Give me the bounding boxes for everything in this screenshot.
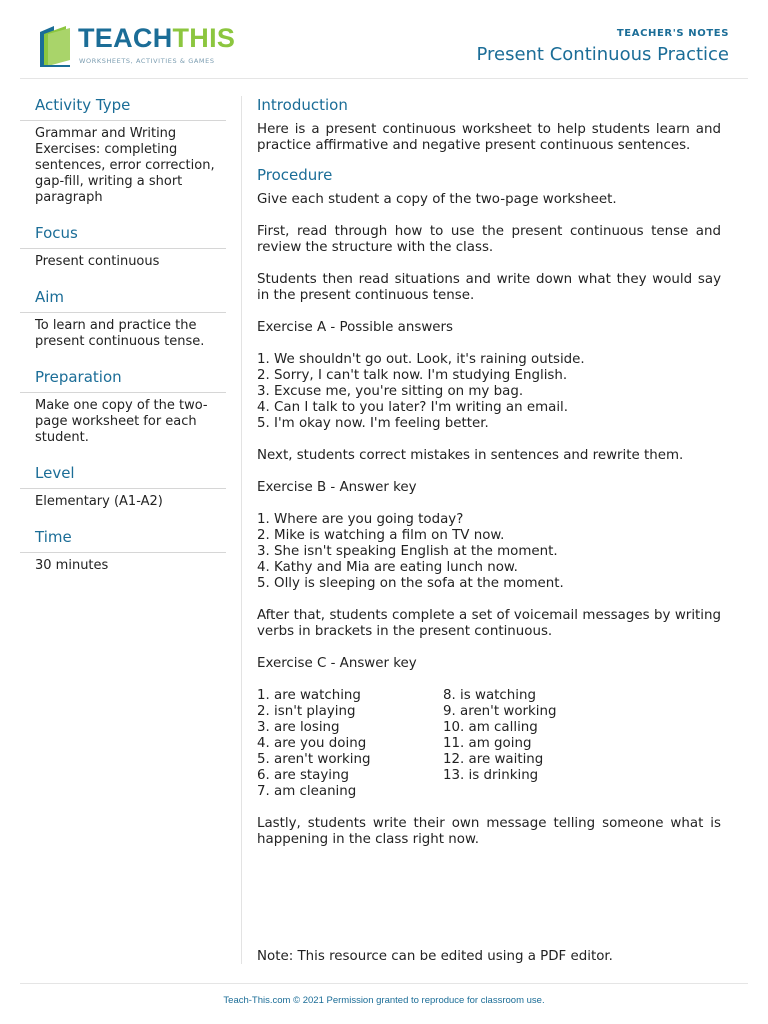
answer-line: 1. are watching xyxy=(257,688,361,703)
teachers-notes-label: TEACHER'S NOTES xyxy=(616,28,729,39)
editor-note: Note: This resource can be edited using a PDF editor. xyxy=(257,949,613,964)
sidebar-body: Grammar and Writing Exercises: completing sentences, error correction, gap-fill, writing a short paragraph xyxy=(35,126,215,205)
answer-line: 10. am calling xyxy=(443,720,538,735)
sidebar-section-focus xyxy=(20,222,226,270)
sidebar-body: Make one copy of the two-page worksheet for each student. xyxy=(35,398,208,445)
answer-line: 2. isn't playing xyxy=(257,704,356,719)
sidebar-body: Elementary (A1-A2) xyxy=(35,494,163,509)
answer-line: 2. Sorry, I can't talk now. I'm studying English. xyxy=(257,368,568,383)
procedure-paragraph: Students then read situations and write down what they would say in the present continuous tense. xyxy=(257,272,721,303)
procedure-paragraph: First, read through how to use the present continuous tense and review the structure with the class. xyxy=(257,224,721,255)
sidebar-heading: Preparation xyxy=(20,366,226,393)
exercise-c-title: Exercise C - Answer key xyxy=(257,656,417,671)
answer-line: 5. aren't working xyxy=(257,752,371,767)
exercise-a-answers xyxy=(257,352,721,432)
answer-line: 4. Kathy and Mia are eating lunch now. xyxy=(257,560,518,575)
header-divider xyxy=(20,78,748,79)
answer-line: 3. She isn't speaking English at the moment. xyxy=(257,544,558,559)
answer-line: 11. am going xyxy=(443,736,532,751)
exercise-a-title: Exercise A - Possible answers xyxy=(257,320,454,335)
sidebar-heading: Activity Type xyxy=(20,94,226,121)
answer-line: 9. aren't working xyxy=(443,704,557,719)
answer-line: 12. are waiting xyxy=(443,752,544,767)
sidebar-heading: Time xyxy=(20,526,226,553)
exercise-b-answers xyxy=(257,512,721,592)
logo-tagline: WORKSHEETS, ACTIVITIES & GAMES xyxy=(79,57,215,65)
sidebar-section-activity-type xyxy=(20,94,226,206)
logo-word-this: THIS xyxy=(172,23,236,53)
answer-line: 6. are staying xyxy=(257,768,350,783)
sidebar-section-level xyxy=(20,462,226,510)
procedure-paragraph: Lastly, students write their own message telling someone what is happening in the class right now. xyxy=(257,816,721,847)
sidebar-section-preparation xyxy=(20,366,226,446)
answer-line: 7. am cleaning xyxy=(257,784,357,799)
sidebar-body: Present continuous xyxy=(35,254,160,269)
answer-line: 8. is watching xyxy=(443,688,536,703)
logo-wordmark xyxy=(78,23,235,54)
sidebar xyxy=(20,94,226,590)
answer-line: 1. We shouldn't go out. Look, it's raining outside. xyxy=(257,352,585,367)
answer-line: 3. are losing xyxy=(257,720,340,735)
exercise-c-answers xyxy=(257,688,721,800)
logo-word-teach: TEACH xyxy=(78,23,173,53)
answer-line: 4. are you doing xyxy=(257,736,367,751)
answer-line: 2. Mike is watching a film on TV now. xyxy=(257,528,505,543)
sidebar-heading: Focus xyxy=(20,222,226,249)
sidebar-body: To learn and practice the present continuous tense. xyxy=(35,318,205,349)
procedure-paragraph: Next, students correct mistakes in sentences and rewrite them. xyxy=(257,448,684,463)
answer-line: 4. Can I talk to you later? I'm writing an email. xyxy=(257,400,569,415)
exercise-c-column-1 xyxy=(257,688,443,800)
main-content xyxy=(257,94,721,864)
exercise-b-title: Exercise B - Answer key xyxy=(257,480,417,495)
sidebar-heading: Aim xyxy=(20,286,226,313)
answer-line: 5. Olly is sleeping on the sofa at the moment. xyxy=(257,576,564,591)
column-divider xyxy=(241,96,242,964)
footer-copyright: Teach-This.com © 2021 Permission granted to reproduce for classroom use. xyxy=(223,995,545,1006)
procedure-paragraph: After that, students complete a set of voicemail messages by writing verbs in brackets in the present continuous. xyxy=(257,608,721,639)
introduction-text: Here is a present continuous worksheet to help students learn and practice affirmative and negative present continuous sentences. xyxy=(257,122,721,153)
footer-divider xyxy=(20,983,748,984)
answer-line: 1. Where are you going today? xyxy=(257,512,464,527)
answer-line: 3. Excuse me, you're sitting on my bag. xyxy=(257,384,524,399)
sidebar-body: 30 minutes xyxy=(35,558,109,573)
answer-line: 5. I'm okay now. I'm feeling better. xyxy=(257,416,489,431)
sidebar-section-aim xyxy=(20,286,226,350)
procedure-heading: Procedure xyxy=(257,166,333,184)
teach-this-logo[interactable] xyxy=(36,24,236,70)
procedure-paragraph: Give each student a copy of the two-page worksheet. xyxy=(257,192,617,207)
book-icon xyxy=(36,24,76,68)
page-header xyxy=(0,0,768,80)
exercise-c-column-2 xyxy=(443,688,643,800)
sidebar-section-time xyxy=(20,526,226,574)
answer-line: 13. is drinking xyxy=(443,768,539,783)
introduction-heading: Introduction xyxy=(257,96,348,114)
sidebar-heading: Level xyxy=(20,462,226,489)
page-title: Present Continuous Practice xyxy=(476,44,729,65)
